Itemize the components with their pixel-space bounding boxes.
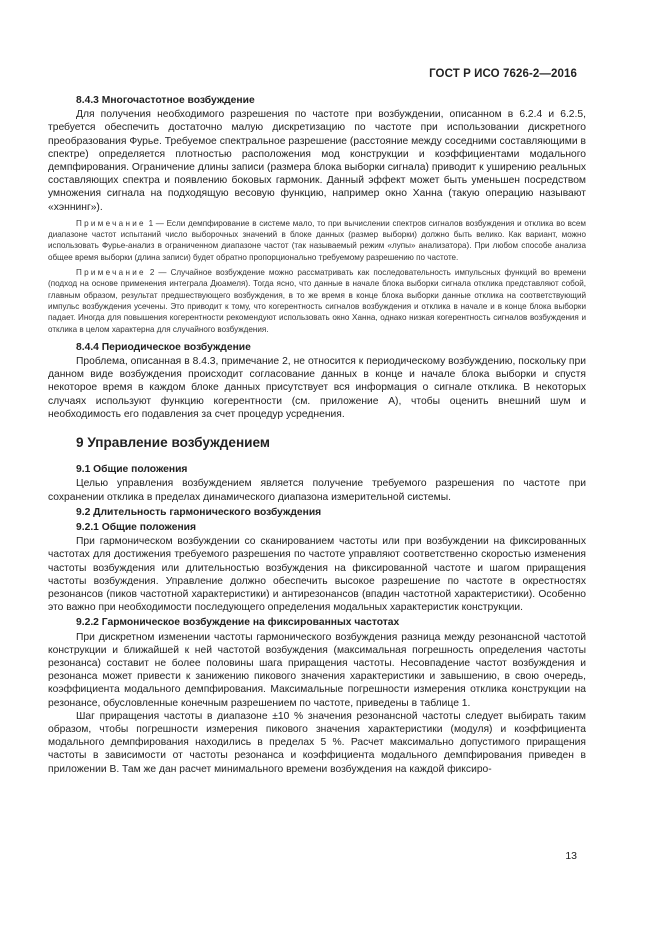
heading-9-2-2: 9.2.2 Гармоническое возбуждение на фиксированных частотах bbox=[76, 617, 400, 629]
paragraph-9-2-1: При гармоническом возбуждении со сканированием частоты или при возбуждении на фиксированных частотах для достижения требуемого разрешения по частоте управляют соответственно скоростью изменения частоты возбуждения или длительностью возбуждения на фиксированной частоте и шагом приращения частоты возбуждения. Управление должно обеспечить высокое разрешение по частоте в окрестностях резонансов (пиков частотной характеристики) и антирезонансов (впадин частотной характеристики). Особенно это важно при необходимости последующего определения модальных характеристик конструкции. bbox=[48, 536, 586, 614]
paragraph-8-4-4: Проблема, описанная в 8.4.3, примечание 2, не относится к периодическому возбуждению, поскольку при данном виде возбуждения происходит согласование данных в конце и начале блока выборки и спустя некоторое время в каждом блоке данных присутствует вся информация о сигнале отклика. В некоторых случаях используют функцию когерентности (см. приложение А), чтобы оценить внешний шум и необходимость его подавления за счет процедур усреднения. bbox=[48, 356, 586, 420]
note-1 bbox=[48, 218, 586, 263]
note-2 bbox=[48, 267, 586, 335]
paragraph-8-4-3: Для получения необходимого разрешения по частоте при возбуждении, описанном в 6.2.4 и 6.2.5, требуется обеспечить достаточно малую дискретизацию по частоте при использовании дискретного преобразования Фурье. Требуемое спектральное разрешение (расстояние между соседними составляющими в спектре) определяется плотностью расположения мод конструкции и коэффициентами модального демпфирования. Ограничение длины записи (размера блока выборки сигнала) приводит к уширению реальных составляющих спектра и появлению боковых гармоник. Данный эффект может быть уменьшен посредством умножения сигнала на подходящую весовую функцию, например окно Ханна (такую операцию называют «хэннинг»). bbox=[48, 109, 586, 213]
standard-header: ГОСТ Р ИСО 7626-2—2016 bbox=[429, 68, 577, 80]
heading-section-9: 9 Управление возбуждением bbox=[76, 435, 270, 451]
paragraph-9-2-2-b: Шаг приращения частоты в диапазоне ±10 % значения резонансной частоты следует выбирать таким образом, чтобы погрешности измерения пикового значения характеристики (модуля) и коэффициента модального демпфирования находились в пределах 5 %. Расчет максимально допустимого приращения частоты в зависимости от частоты резонанса и коэффициента модального демпфирования приведен в приложении В. Там же дан расчет минимального времени возбуждения на каждой фиксиро- bbox=[48, 710, 586, 775]
note-1-label: Примечание bbox=[76, 218, 146, 228]
heading-9-1: 9.1 Общие положения bbox=[76, 464, 188, 476]
note-1-text: 1 — Если демпфирование в системе мало, то при вычислении спектров сигналов возбуждения и отклика во всем диапазоне частот испытаний число выборочных значений в блоке данных (размер выборки) должно быть велико. Как вариант, можно использовать Фурье-анализ в ограниченном диапазоне частот (так называемый режим «лупы» анализатора). При любом способе анализа общее время выборки (длина записи) будет обратно пропорционально требуемому разрешению по частоте. bbox=[48, 218, 586, 262]
paragraph-9-1: Целью управления возбуждением является получение требуемого разрешения по частоте при сохранении отклика в пределах динамического диапазона измерительной системы. bbox=[48, 478, 586, 503]
heading-9-2-1: 9.2.1 Общие положения bbox=[76, 522, 196, 534]
page-number: 13 bbox=[565, 850, 577, 862]
note-2-label: Примечание bbox=[76, 268, 146, 278]
heading-9-2: 9.2 Длительность гармонического возбуждения bbox=[76, 506, 322, 518]
note-2-text: 2 — Случайное возбуждение можно рассматривать как последовательность импульсных функций во времени (подход на основе применения интеграла Дюамеля). Тогда ясно, что данные в начале блока выборки сигнала отклика представляют собой, главным образом, результат предшествующего возбуждения, в то же время в конце блока выборки данные отклика на соответствующий импульс возбуждения усечены. Это приводит к тому, что когерентность сигналов возбуждения и отклика в начале и в конце блока выборки падает. Иногда для повышения когерентности рекомендуют использовать окно Ханна, однако низкая когерентность сигналов возбуждения и отклика в целом характерна для случайного возбуждения. bbox=[48, 268, 586, 334]
page-content bbox=[48, 92, 586, 776]
paragraph-9-2-2-a: При дискретном изменении частоты гармонического возбуждения разница между резонансной частотой конструкции и ближайшей к ней частотой возбуждения (максимальная погрешность определения частоты резонанса) составит не более половины шага приращения частоты. Несовпадение частот возбуждения и резонанса может привести к занижению пикового значения характеристики и завышению, в свою очередь, коэффициента модального демпфирования. Максимальные погрешности измерения отклика конструкции на резонансе, обусловленные конечным разрешением по частоте, приведены в таблице 1. bbox=[48, 631, 586, 709]
heading-8-4-4: 8.4.4 Периодическое возбуждение bbox=[76, 341, 251, 353]
heading-8-4-3: 8.4.3 Многочастотное возбуждение bbox=[76, 95, 255, 106]
